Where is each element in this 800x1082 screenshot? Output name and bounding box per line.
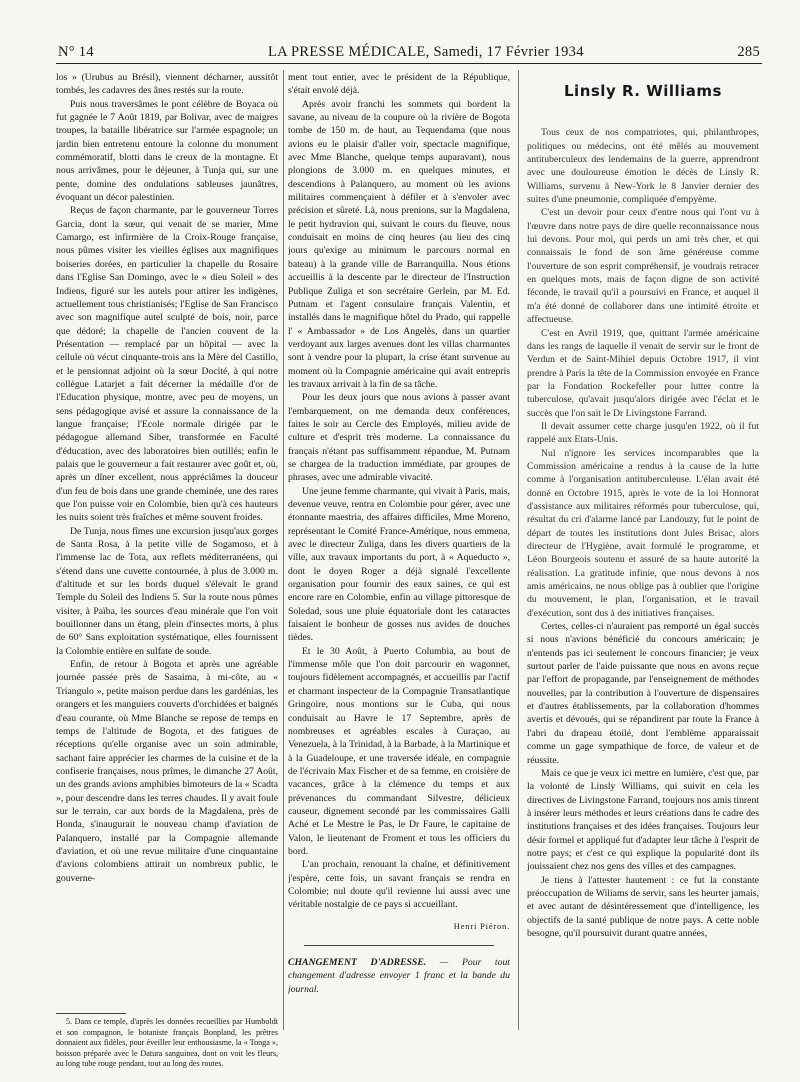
paragraph: Après avoir franchi les sommets qui bordent la savane, au niveau de la coupure où la rivière de Bogota tombe de 150 m. de haut, au Tequendama (que nous avions eu le plaisir d'aller voir, spectacle magnifique, avec Mme Blanche, quelque temps auparavant), nous plongions de 3.000 m. en quelques minutes, et descendions à Palanquero, au moment où les avions militaires commençaient à défiler et à s'envoler avec précision et sûreté. Là, nous prenions, sur la Magdalena, le petit hydravion qui, suivant le cours du fleuve, nous conduisait en moins de cinq heures (au lieu des cinq jours qu'exige au minimum le parcours normal en bateau) à la grande ville de Barranquilla. Nous étions accueillis à la descente par le directeur de l'Instruction Publique Zuliga et son secrétaire Gerlein, par M. Ed. Putnam et l'agent consulaire français Valentin, et installés dans le magnifique hôtel du Prado, qui rappelle l' « Ambassador » de Los Angelès, dans un quartier verdoyant aux larges avenues dont les villas charmantes sont à vendre pour la plupart, la crise étant survenue au moment où la Compagnie américaine qui avait entrepris les travaux arrivait à la fin de sa tâche. bbox=[288, 98, 510, 390]
paragraph: Tous ceux de nos compatriotes, qui, philanthropes, politiques ou médecins, ont été mêlés au mouvement antituberculeux des lendemains de la guerre, apprendront avec une douloureuse émotion le décès de Linsly R. Williams, survenu à New-York le 8 Janvier dernier des suites d'une pneumonie, compliquée d'empyème. bbox=[527, 127, 759, 206]
notice-body: — Pour tout changement d'adresse envoyer 1 franc et la bande du journal. bbox=[288, 957, 510, 995]
paragraph: Puis nous traversâmes le pont célèbre de Boyaca où fut gagnée le 7 Août 1819, par Bolivar, avec de maigres troupes, la bataille libératrice sur l'armée espagnole; un jardin bien entretenu entoure la colonne du monument commémoratif, blotti dans le creux de la montagne. Et nous arrivâmes, pour le déjeuner, à Tunja qui, sur une pente, domine des ondulations sableuses jaunâtres, évoquant un décor palestinien. bbox=[56, 98, 278, 204]
paragraph: los » (Urubus au Brésil), viennent décharner, aussitôt tombés, les cadavres des ânes restés sur la route. bbox=[56, 72, 278, 97]
paragraph: Il devait assumer cette charge jusqu'en 1922, où il fut rappelé aux Etats-Unis. bbox=[527, 420, 759, 446]
address-change-notice bbox=[288, 956, 510, 996]
paragraph: Nul n'ignore les services incomparables que la Commission américaine a rendus à la cause de la lutte comme à l'organisation antituberculeuse. L'élan avait été donné en Octobre 1915, après le vote de la loi Honnorat d'assistance aux militaires réformés pour tuberculose, qui, résultat du cri d'alarme lancé par Landouzy, fut le point de départ de toutes les institutions dont Jules Brisac, alors directeur de l'Hygiène, avait formulé le programme, et Léon Bourgeois soutenu et assuré de sa haute autorité la réalisation. La gratitude infinie, que nous devons à nos amis américains, ne nous oblige pas à oublier que l'origine du mouvement, le plan, l'organisation, et le travail d'exécution, sont dus à des initiatives françaises. bbox=[527, 447, 759, 619]
paragraph: Et le 30 Août, à Puerto Columbia, au bout de l'immense môle que l'on doit parcourir en wagonnet, toujours fidèlement accompagnés, et accueillis par l'actif et charmant inspecteur de la Compagnie Transatlantique Gringoire, nous montions sur le Cuba, qui nous conduisait au Havre le 17 Septembre, après de nombreuses et agréables escales à Curaçao, au Venezuela, à la Trinidad, à la Barbade, à la Martinique et à la Guadeloupe, et une traversée idéale, en compagnie de l'écrivain Max Fischer et de sa femme, en croisière de vacances, grâce à la clémence du temps et aux prévenances du commandant Silvestre, délicieux causeur, dignement secondé par les commissaires Galli Aché et Le Mestre le Pas, le Dr Faure, le capitaine de Valon, le lieutenant de Froment et tous les officiers du bord. bbox=[288, 645, 510, 857]
footnote-rule bbox=[56, 1013, 126, 1014]
paragraph: L'an prochain, renouant la chaîne, et définitivement j'espère, cette fois, un savant français se rendra en Colombie; nul doute qu'il revienne lui aussi avec une véritable nostalgie de ce pays si accueillant. bbox=[288, 859, 510, 911]
notice-rule bbox=[304, 945, 494, 946]
running-head bbox=[58, 44, 760, 62]
column-rule bbox=[283, 70, 284, 1030]
footnote bbox=[56, 1017, 278, 1077]
paragraph: ment tout entier, avec le président de la République, s'était envolé déjà. bbox=[288, 72, 510, 97]
paragraph: Mais ce que je veux ici mettre en lumière, c'est que, par la volonté de Linsly Williams, qui suivit en cela les directives de Livingstone Farrand, toujours nos amis tinrent à insérer leurs méthodes et leurs créations dans le cadre des institutions françaises et des idées françaises. Toujours leur désir formel et appliqué fut d'adapter leur tâche à l'esprit de notre pays; et c'est ce qui explique la popularité dont ils jouissaient chez nos gens des villes et des campagnes. bbox=[527, 767, 759, 873]
header-rule bbox=[56, 63, 762, 64]
column-1 bbox=[56, 71, 278, 1011]
issue-number: N° 14 bbox=[58, 44, 94, 60]
paragraph: Certes, celles-ci n'auraient pas remporté un égal succès si nous n'avions bénéficié du concours américain; je n'entends pas ici seulement le concours financier; je veux surtout parler de l'aide puissante que nous en avons reçue par l'effort de propagande, par l'enseignement de méthodes nouvelles, par la contribution à l'ouverture de dispensaires et d'autres établissements, par la collaboration d'hommes avertis et dévoués, qui se répandirent par toute la France à l'abri du drapeau étoilé, dont l'emblème apparaissait comme un gage sympathique de force, de valeur et de réussite. bbox=[527, 621, 759, 766]
page-number: 285 bbox=[737, 44, 760, 60]
author-signature: Henri Piéron. bbox=[453, 920, 510, 931]
column-3 bbox=[527, 71, 759, 1071]
article-title: Linsly R. Williams bbox=[564, 82, 722, 100]
paragraph: Reçus de façon charmante, par le gouverneur Torres Garcia, dont la sœur, qui venait de se marier, Mme Camargo, est infirmière de la Croix-Rouge française, nous pûmes visiter les vieilles églises aux magnifiques boiseries dorées, en particulier la chapelle du Rosaire dans l'Eglise San Domingo, avec le « dieu Soleil » des Indiens, figuré sur les autels pour attirer les indigènes, actuellement tous christianisés; l'Eglise de San Francisco avec son magnifique autel sculpté de bois, noir, parce que dédoré; la chapelle de l'ancien couvent de la Présentation — remplacé par un hôpital — avec la cellule où vécut cinquante-trois ans la Mère del Castillo, et le pensionnat adjoint où la sœur Docité, à qui notre collègue Latarjet a fait décerner la médaille d'or de l'Education physique, montre, avec peu de moyens, un sens pédagogique avisé et assure la connaissance de la langue française; l'Ecole normale dirigée par le pédagogue allemand Siber, transformée en Faculté d'éducation, avec des laboratoires bien outillés; enfin le palais que le gouverneur a fait restaurer avec goût et, où, après un dîner excellent, nous appréciâmes la douceur d'un feu de bois dans une grande cheminée, une des rares que l'on puisse voir en Colombie, bien qu'à ces hauteurs les nuits soient très fraîches et même souvent froides. bbox=[56, 205, 278, 524]
notice-title: CHANGEMENT D'ADRESSE. bbox=[288, 957, 427, 968]
footnote-text: 5. Dans ce temple, d'après les données recueillies par Humboldt et son compagnon, le botaniste français Bonpland, les prêtres donnaient aux fidèles, pour éveiller leur enthousiasme, la « Tonga », boisson préparée avec le Datura sanguinea, dont on voit les fleurs, au long tube rouge pendant, tout au long des routes. bbox=[56, 1017, 278, 1069]
paragraph: Pour les deux jours que nous avions à passer avant l'embarquement, on me demanda deux conférences, faites le soir au Cercle des Employés, milieu avide de culture et d'esprit très moderne. La connaissance du français n'étant pas suffisamment répandue, M. Putnam se chargea de la traduction immédiate, par groupes de phrases, avec une admirable vivacité. bbox=[288, 392, 510, 484]
paragraph: Une jeune femme charmante, qui vivait à Paris, mais, devenue veuve, rentra en Colombie pour gérer, avec une étonnante maestria, des affaires difficiles, Mme Moreno, représentant le Comité France-Amérique, nous emmena, avec le directeur Zuliga, dans les divers quartiers de la ville, aux travaux importants du port, à « Aqueducto », dont le doyen Roger a déjà signalé l'excellente organisation pour fournir des eaux saines, ce qui est encore rare en Colombie, enfin au village pittoresque de Soledad, sous une pluie équatoriale dont les cataractes faisaient le bonheur de gosses nus avides de douches tièdes. bbox=[288, 485, 510, 644]
column-rule bbox=[518, 70, 519, 1030]
paragraph: C'est un devoir pour ceux d'entre nous qui l'ont vu à l'œuvre dans notre pays de dire quelle reconnaissance nous lui devons. Pour moi, qui perds un ami très cher, et qui connaissais le fond de son âme généreuse comme l'ouverture de son esprit compréhensif, je voudrais retracer en quelques mots, mais de façon digne de son activité féconde, le travail qu'il a poursuivi en France, et auquel il m'a été donné de collaborer dans une intimité étroite et affectueuse. bbox=[527, 207, 759, 326]
journal-title: LA PRESSE MÉDICALE, Samedi, 17 Février 1934 bbox=[268, 44, 584, 60]
paragraph: Je tiens à l'attester hautement : ce fut la constante préoccupation de Wiliams de servir, sans les heurter jamais, et avec autant de désintéressement que d'intelligence, les objectifs de la santé publique de notre pays. A cette noble besogne, qu'il poursuivit durant quatre années, bbox=[527, 874, 759, 939]
paragraph: Enfin, de retour à Bogota et après une agréable journée passée près de Sasaima, à mi-côte, au « Triangulo », petite maison perdue dans les gardénias, les orangers et les manguiers couverts d'orchidées et baignés d'eau courante, où Mme Blanche se repose de temps en temps de l'altitude de Bogota, et des fatigues de réceptions qu'elle organise avec un soin admirable, sachant faire apprécier les charmes de la cuisine et de la confiserie françaises, nous prîmes, le dimanche 27 Août, un des grands avions amphibies bimoteurs de la « Scadta », pour descendre dans les terres chaudes. Il y avait foule sur le terrain, car aux bords de la Magdalena, près de Honda, s'inaugurait le nouveau champ d'aviation de Palanquero, installé par la Compagnie allemande d'aviation, et où une revue militaire d'une cinquantaine d'avions colombiens attirait un nombreux public, le gouverne- bbox=[56, 659, 278, 884]
paragraph: C'est en Avril 1919, que, quittant l'armée américaine dans les rangs de laquelle il venait de servir sur le front de Verdun et de Saint-Mihiel depuis Octobre 1917, il vint prendre à Paris la tête de la Commission envoyée en France par la Fondation Rockefeller pour lutter contre la tuberculose, qu'avait jusqu'alors dirigée avec l'éclat et le succès que l'on sait le Dr Livingstone Farrand. bbox=[527, 327, 759, 419]
paragraph: De Tunja, nous fîmes une excursion jusqu'aux gorges de Santa Rosa, à la petite ville de Sogamoso, et à l'immense lac de Tota, aux reflets méditerranéens, qui s'étend dans une cuvette contournée, à plus de 3.000 m. d'altitude et sur les bords duquel s'élevait le grand Temple du Soleil des Indiens 5. Sur la route nous pûmes visiter, à Païba, les sources d'eau minérale que l'on voit bouillonner dans un étang, plein d'insectes morts, à plus de 60° Sans exploitation systématique, elles fournissent la Colombie entière en sulfate de soude. bbox=[56, 525, 278, 657]
column-2 bbox=[288, 71, 510, 1071]
